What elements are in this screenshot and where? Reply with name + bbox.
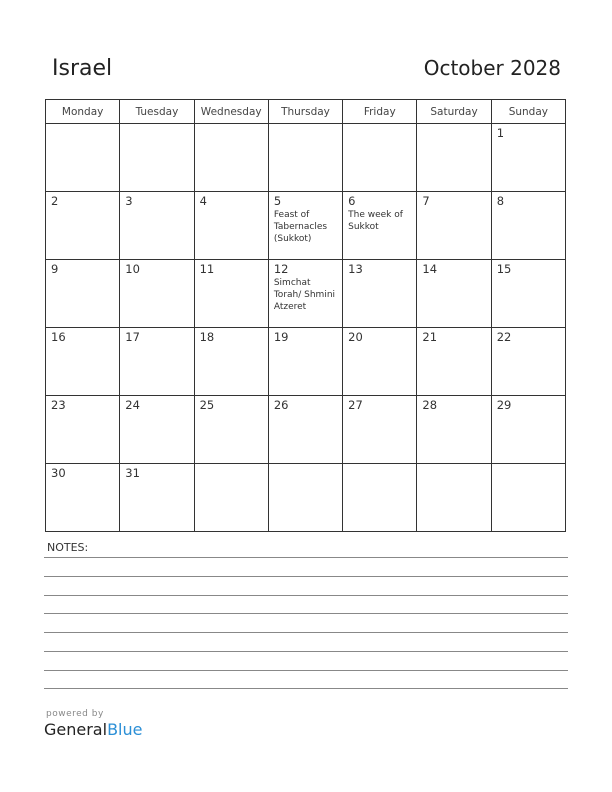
weekday-thursday: Thursday bbox=[268, 100, 342, 124]
calendar-body bbox=[46, 124, 566, 532]
day-number: 7 bbox=[422, 194, 430, 208]
day-cell bbox=[417, 192, 491, 260]
week-row bbox=[46, 124, 566, 192]
day-number: 4 bbox=[199, 194, 207, 208]
day-cell bbox=[343, 396, 417, 464]
note-line bbox=[44, 688, 568, 689]
day-number: 24 bbox=[125, 398, 140, 412]
day-number: 3 bbox=[125, 194, 133, 208]
day-number: 1 bbox=[496, 126, 505, 140]
holiday-label: Simchat Torah/ Shmini Atzeret bbox=[273, 278, 336, 312]
day-number: 14 bbox=[422, 262, 438, 276]
holiday-label: The week of Sukkot bbox=[348, 210, 403, 232]
day-number: 31 bbox=[125, 466, 140, 480]
calendar-grid bbox=[45, 99, 566, 532]
note-line bbox=[44, 595, 568, 596]
day-cell bbox=[46, 260, 120, 328]
day-number: 21 bbox=[422, 330, 438, 344]
day-number: 19 bbox=[273, 330, 289, 344]
day-cell bbox=[268, 260, 342, 328]
weekday-wednesday: Wednesday bbox=[194, 100, 268, 124]
day-cell bbox=[343, 464, 417, 532]
day-cell bbox=[120, 328, 194, 396]
note-line bbox=[44, 632, 568, 633]
day-cell bbox=[343, 260, 417, 328]
weekday-tuesday: Tuesday bbox=[120, 100, 194, 124]
day-number: 18 bbox=[199, 330, 215, 344]
day-cell bbox=[46, 464, 120, 532]
day-number: 2 bbox=[51, 194, 59, 208]
day-number: 10 bbox=[125, 262, 140, 276]
day-cell bbox=[194, 396, 268, 464]
day-cell bbox=[417, 260, 491, 328]
weekday-monday: Monday bbox=[46, 100, 120, 124]
day-cell bbox=[194, 124, 268, 192]
day-cell bbox=[46, 124, 120, 192]
day-cell bbox=[268, 328, 342, 396]
brand-blue: Blue bbox=[107, 720, 143, 739]
day-number: 6 bbox=[348, 194, 356, 208]
day-number: 25 bbox=[199, 398, 215, 412]
day-cell bbox=[417, 396, 491, 464]
day-cell bbox=[46, 396, 120, 464]
day-cell bbox=[120, 396, 194, 464]
day-cell bbox=[343, 124, 417, 192]
week-row bbox=[46, 464, 566, 532]
day-cell bbox=[46, 328, 120, 396]
day-number: 11 bbox=[199, 262, 215, 276]
day-cell bbox=[120, 192, 194, 260]
day-number: 22 bbox=[496, 330, 512, 344]
day-number: 17 bbox=[125, 330, 140, 344]
day-number: 16 bbox=[51, 330, 66, 344]
day-cell bbox=[120, 260, 194, 328]
country-title: Israel bbox=[52, 56, 113, 81]
day-cell bbox=[491, 124, 565, 192]
note-line bbox=[44, 670, 568, 671]
day-number: 12 bbox=[273, 262, 289, 276]
weekday-saturday: Saturday bbox=[417, 100, 491, 124]
week-row bbox=[46, 396, 566, 464]
note-line bbox=[44, 613, 568, 614]
day-cell bbox=[194, 260, 268, 328]
day-cell bbox=[194, 192, 268, 260]
day-cell bbox=[491, 192, 565, 260]
note-line bbox=[44, 576, 568, 577]
notes-label: NOTES: bbox=[47, 541, 89, 554]
weekday-friday: Friday bbox=[343, 100, 417, 124]
day-cell bbox=[343, 192, 417, 260]
day-cell bbox=[268, 396, 342, 464]
day-cell bbox=[120, 124, 194, 192]
day-cell bbox=[491, 260, 565, 328]
day-cell bbox=[491, 328, 565, 396]
day-cell bbox=[194, 464, 268, 532]
day-cell bbox=[120, 464, 194, 532]
day-cell bbox=[46, 192, 120, 260]
day-number: 29 bbox=[496, 398, 512, 412]
day-cell bbox=[268, 192, 342, 260]
day-cell bbox=[268, 464, 342, 532]
day-cell bbox=[194, 328, 268, 396]
day-number: 15 bbox=[496, 262, 512, 276]
day-cell bbox=[491, 396, 565, 464]
day-number: 5 bbox=[273, 194, 282, 208]
day-number: 27 bbox=[348, 398, 363, 412]
day-number: 20 bbox=[348, 330, 363, 344]
day-cell bbox=[417, 124, 491, 192]
day-number: 8 bbox=[496, 194, 505, 208]
week-row bbox=[46, 192, 566, 260]
day-cell bbox=[417, 464, 491, 532]
day-cell bbox=[268, 124, 342, 192]
weekday-header-row bbox=[46, 100, 566, 124]
note-line bbox=[44, 651, 568, 652]
day-number: 30 bbox=[51, 466, 66, 480]
brand-logo bbox=[44, 720, 142, 739]
day-number: 23 bbox=[51, 398, 66, 412]
brand-general: General bbox=[44, 720, 108, 739]
day-cell bbox=[491, 464, 565, 532]
day-cell bbox=[417, 328, 491, 396]
week-row bbox=[46, 328, 566, 396]
day-number: 26 bbox=[273, 398, 289, 412]
day-number: 28 bbox=[422, 398, 438, 412]
holiday-label: Feast of Tabernacles (Sukkot) bbox=[273, 210, 328, 244]
week-row bbox=[46, 260, 566, 328]
note-line bbox=[44, 557, 568, 558]
day-number: 9 bbox=[51, 262, 59, 276]
powered-by-text: powered by bbox=[46, 709, 104, 719]
day-cell bbox=[343, 328, 417, 396]
weekday-sunday: Sunday bbox=[491, 100, 565, 124]
day-number: 13 bbox=[348, 262, 363, 276]
month-year-title: October 2028 bbox=[423, 56, 561, 80]
